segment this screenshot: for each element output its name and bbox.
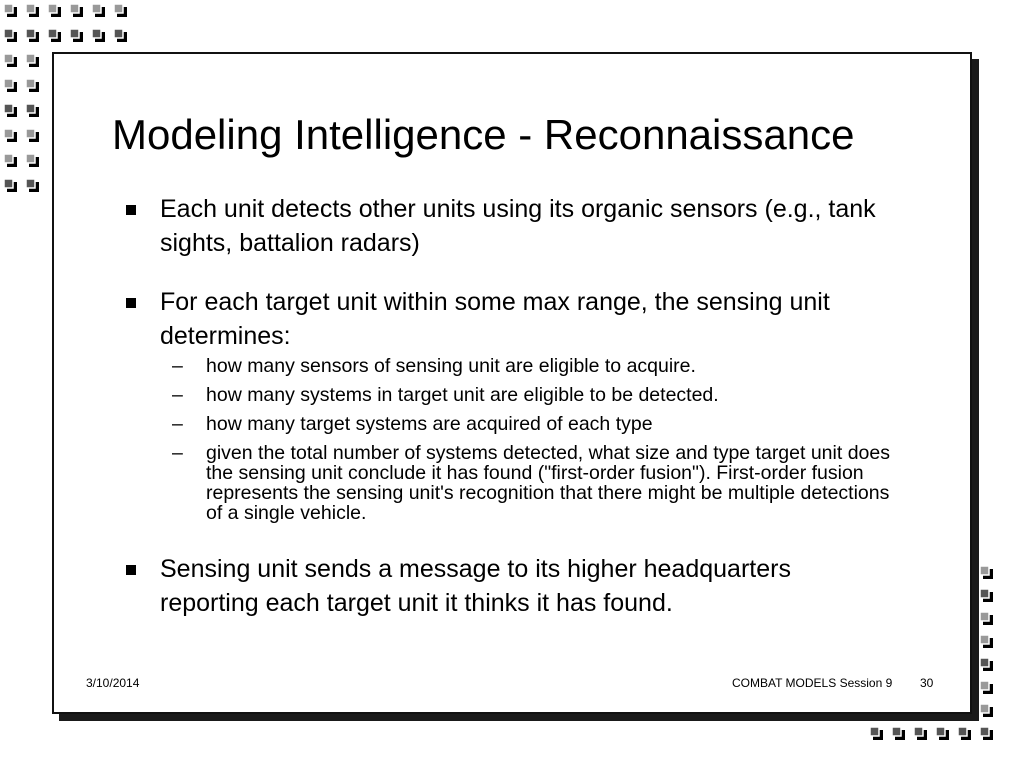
pattern-square xyxy=(70,4,83,17)
bullet-text: Each unit detects other units using its organic sensors (e.g., tank sights, battalion radars) xyxy=(160,195,876,257)
pattern-square xyxy=(980,727,993,740)
bullet-text: For each target unit within some max range, the sensing unit determines: xyxy=(160,288,830,350)
bullet-item xyxy=(126,285,896,353)
pattern-square xyxy=(4,154,17,167)
sub-bullet-item xyxy=(172,443,892,523)
bullet-item xyxy=(126,192,896,260)
pattern-square xyxy=(4,129,17,142)
pattern-square xyxy=(980,704,993,717)
pattern-square xyxy=(892,727,905,740)
pattern-square xyxy=(26,104,39,117)
bullet-text: Sensing unit sends a message to its higher headquarters reporting each target unit it thinks it has found. xyxy=(160,555,791,617)
sub-bullet-item xyxy=(172,414,892,434)
pattern-square xyxy=(980,658,993,671)
dash-bullet-icon: – xyxy=(172,413,183,435)
sub-bullet-item xyxy=(172,385,892,405)
pattern-square xyxy=(4,104,17,117)
pattern-square xyxy=(92,29,105,42)
pattern-square xyxy=(914,727,927,740)
footer-session: COMBAT MODELS Session 9 xyxy=(732,676,893,690)
pattern-square xyxy=(958,727,971,740)
sub-bullet-text: how many sensors of sensing unit are eligible to acquire. xyxy=(206,355,696,377)
footer-date: 3/10/2014 xyxy=(86,676,140,690)
pattern-square xyxy=(26,29,39,42)
pattern-square xyxy=(114,4,127,17)
pattern-square xyxy=(980,635,993,648)
pattern-square xyxy=(4,4,17,17)
pattern-square xyxy=(980,566,993,579)
pattern-square xyxy=(980,681,993,694)
sub-bullet-text: how many target systems are acquired of each type xyxy=(206,413,653,435)
pattern-square xyxy=(936,727,949,740)
pattern-square xyxy=(48,4,61,17)
pattern-square xyxy=(26,54,39,67)
bullet-item xyxy=(126,552,896,620)
sub-bullet-text: how many systems in target unit are eligible to be detected. xyxy=(206,384,719,406)
pattern-square xyxy=(4,54,17,67)
pattern-square xyxy=(114,29,127,42)
slide-title: Modeling Intelligence - Reconnaissance xyxy=(112,111,855,158)
slide-frame xyxy=(52,52,972,714)
pattern-square xyxy=(26,4,39,17)
pattern-square xyxy=(26,79,39,92)
sub-bullet-text: given the total number of systems detected, what size and type target unit does the sensing unit conclude it has found ("first-order fusion"). First-order fusion represents the sensing unit's recognition that there might be multiple detections of a single vehicle. xyxy=(206,442,890,524)
square-bullet-icon xyxy=(126,205,136,215)
pattern-square xyxy=(4,79,17,92)
pattern-square xyxy=(870,727,883,740)
pattern-square xyxy=(26,179,39,192)
pattern-square xyxy=(980,612,993,625)
dash-bullet-icon: – xyxy=(172,355,183,377)
pattern-square xyxy=(48,29,61,42)
pattern-square xyxy=(4,179,17,192)
square-bullet-icon xyxy=(126,298,136,308)
dash-bullet-icon: – xyxy=(172,442,183,464)
pattern-square xyxy=(26,129,39,142)
pattern-square xyxy=(92,4,105,17)
sub-bullet-item xyxy=(172,356,892,376)
footer-page-number: 30 xyxy=(920,676,934,690)
square-bullet-icon xyxy=(126,565,136,575)
pattern-square xyxy=(70,29,83,42)
pattern-square xyxy=(4,29,17,42)
pattern-square xyxy=(980,589,993,602)
dash-bullet-icon: – xyxy=(172,384,183,406)
pattern-square xyxy=(26,154,39,167)
